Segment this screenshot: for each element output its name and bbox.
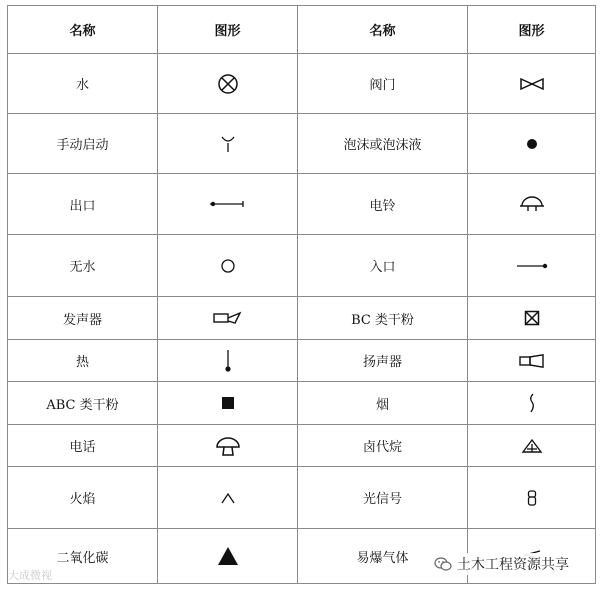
table-row bbox=[8, 467, 596, 529]
symbol-name: 阀门 bbox=[298, 54, 468, 114]
symbol-name: 发声器 bbox=[8, 297, 158, 340]
symbol-cell bbox=[158, 467, 298, 529]
flame-icon bbox=[220, 491, 236, 505]
symbol-cell bbox=[158, 382, 298, 425]
table-row bbox=[8, 297, 596, 340]
symbol-cell bbox=[468, 114, 596, 174]
co2-icon bbox=[217, 546, 239, 566]
abc-dry-powder-icon bbox=[221, 396, 235, 410]
header-symbol-left: 图形 bbox=[158, 6, 298, 54]
symbol-name: 烟 bbox=[298, 382, 468, 425]
symbol-name: ABC 类干粉 bbox=[8, 382, 158, 425]
watermark-left bbox=[8, 567, 52, 583]
halon-icon bbox=[522, 439, 542, 453]
bell-icon bbox=[519, 196, 545, 212]
header-symbol-right: 图形 bbox=[468, 6, 596, 54]
table-row bbox=[8, 382, 596, 425]
heat-icon bbox=[224, 349, 232, 373]
table-row bbox=[8, 114, 596, 174]
symbol-name: 易爆气体 bbox=[298, 529, 468, 584]
symbol-cell bbox=[158, 529, 298, 584]
symbol-cell bbox=[158, 235, 298, 297]
bc-dry-powder-icon bbox=[524, 310, 540, 326]
symbol-cell bbox=[158, 174, 298, 235]
symbol-name: 无水 bbox=[8, 235, 158, 297]
table-row bbox=[8, 235, 596, 297]
manual-start-icon bbox=[220, 135, 236, 153]
watermark-left-text: 大成微视 bbox=[8, 569, 52, 582]
symbol-name: 泡沫或泡沫液 bbox=[298, 114, 468, 174]
symbol-name: BC 类干粉 bbox=[298, 297, 468, 340]
symbol-cell bbox=[158, 340, 298, 382]
watermark-right-text: 土木工程资源共享 bbox=[457, 557, 569, 573]
header-name-right: 名称 bbox=[298, 6, 468, 54]
water-icon bbox=[216, 72, 240, 96]
symbol-legend-table bbox=[7, 5, 596, 584]
no-water-icon bbox=[220, 258, 236, 274]
symbol-name: 二氧化碳 bbox=[8, 529, 158, 584]
loudspeaker-icon bbox=[519, 354, 545, 368]
table-row bbox=[8, 425, 596, 467]
table-row bbox=[8, 54, 596, 114]
symbol-name: 热 bbox=[8, 340, 158, 382]
symbol-cell bbox=[158, 54, 298, 114]
table-row bbox=[8, 340, 596, 382]
light-signal-icon bbox=[527, 490, 537, 506]
symbol-cell bbox=[468, 235, 596, 297]
watermark-right bbox=[428, 553, 575, 575]
symbol-name: 卤代烷 bbox=[298, 425, 468, 467]
symbol-cell bbox=[468, 297, 596, 340]
header-name-left: 名称 bbox=[8, 6, 158, 54]
symbol-cell bbox=[158, 425, 298, 467]
outlet-icon bbox=[209, 199, 247, 209]
smoke-icon bbox=[527, 393, 537, 413]
sounder-icon bbox=[213, 312, 243, 324]
symbol-cell bbox=[468, 467, 596, 529]
symbol-name: 手动启动 bbox=[8, 114, 158, 174]
symbol-cell bbox=[468, 425, 596, 467]
symbol-cell bbox=[468, 174, 596, 235]
valve-icon bbox=[519, 77, 545, 91]
wechat-icon bbox=[434, 555, 452, 573]
symbol-name: 光信号 bbox=[298, 467, 468, 529]
telephone-icon bbox=[215, 436, 241, 456]
symbol-name: 电话 bbox=[8, 425, 158, 467]
symbol-cell bbox=[468, 54, 596, 114]
symbol-name: 扬声器 bbox=[298, 340, 468, 382]
symbol-name: 出口 bbox=[8, 174, 158, 235]
symbol-cell bbox=[468, 382, 596, 425]
foam-icon bbox=[525, 137, 539, 151]
table-header-row bbox=[8, 6, 596, 54]
inlet-icon bbox=[515, 261, 549, 271]
symbol-cell bbox=[468, 340, 596, 382]
symbol-name: 火焰 bbox=[8, 467, 158, 529]
table-row bbox=[8, 174, 596, 235]
symbol-name: 入口 bbox=[298, 235, 468, 297]
symbol-name: 水 bbox=[8, 54, 158, 114]
symbol-cell bbox=[158, 114, 298, 174]
symbol-cell bbox=[158, 297, 298, 340]
symbol-name: 电铃 bbox=[298, 174, 468, 235]
